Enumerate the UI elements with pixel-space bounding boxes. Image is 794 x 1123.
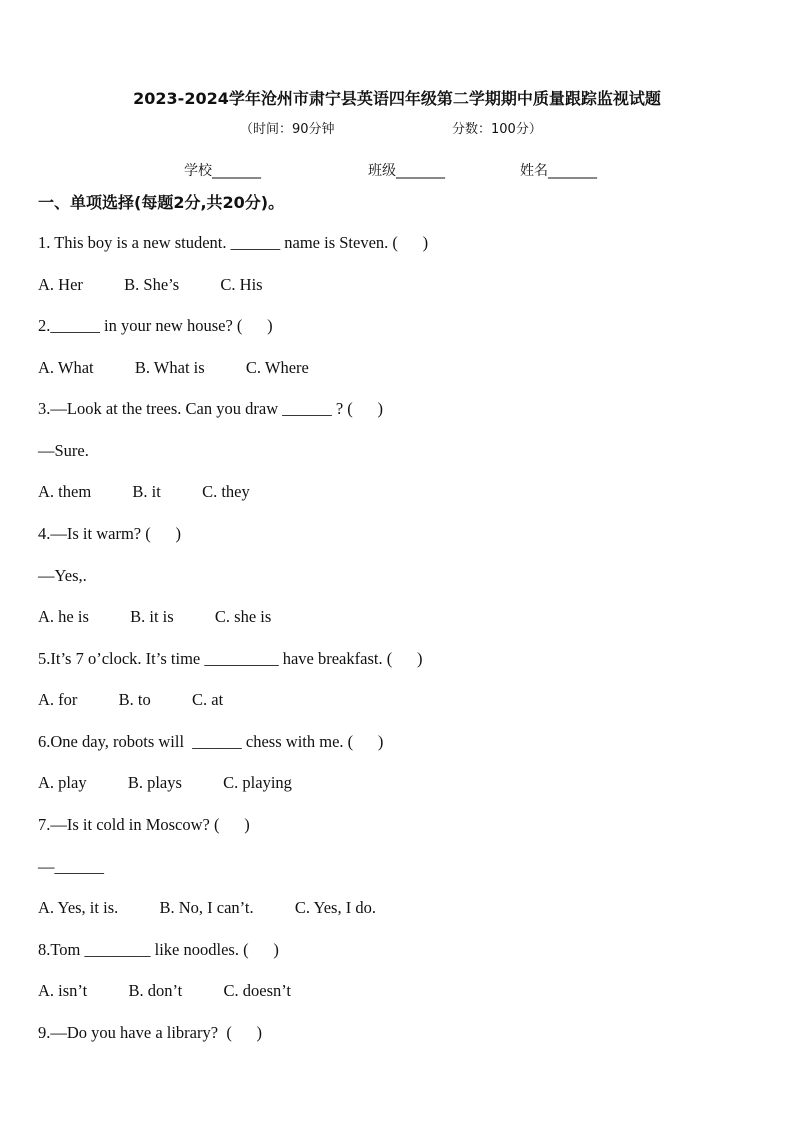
question-4: 4.—Is it warm? ( ) [38,524,181,543]
options-2: A. What B. What is C. Where [38,358,309,377]
answer-7: —______ [38,857,104,876]
options-6: A. play B. plays C. playing [38,773,292,792]
options-5: A. for B. to C. at [38,690,224,709]
question-7: 7.—Is it cold in Moscow? ( ) [38,815,250,834]
class-field: 班级_______ [368,163,445,179]
question-9: 9.—Do you have a library? ( ) [38,1023,263,1042]
options-1: A. Her B. She’s C. His [38,275,263,294]
options-4: A. he is B. it is C. she is [38,607,272,626]
exam-score: 分数：100分） [452,122,542,137]
options-8: A. isn’t B. don’t C. doesn’t [38,981,292,1000]
question-8: 8.Tom ________ like noodles. ( ) [38,940,279,959]
exam-time: （时间：90分钟 [240,122,335,137]
question-2: 2.______ in your new house? ( ) [38,316,273,335]
question-5: 5.It’s 7 o’clock. It’s time _________ have breakfast. ( ) [38,649,423,668]
options-7: A. Yes, it is. B. No, I can’t. C. Yes, I do. [38,898,376,917]
answer-3: —Sure. [38,441,89,460]
question-6: 6.One day, robots will ______ chess with me. ( ) [38,732,384,751]
page-title: 2023-2024学年沧州市肃宁县英语四年级第二学期期中质量跟踪监视试题 [133,89,661,108]
answer-4: —Yes,. [38,566,87,585]
options-3: A. them B. it C. they [38,482,250,501]
school-field: 学校_______ [184,163,261,179]
question-3: 3.—Look at the trees. Can you draw ______ ? ( ) [38,399,384,418]
name-field: 姓名_______ [520,163,597,179]
question-1: 1. This boy is a new student. ______ name is Steven. ( ) [38,233,429,252]
section-title: 一、单项选择(每题2分,共20分)。 [38,193,285,212]
